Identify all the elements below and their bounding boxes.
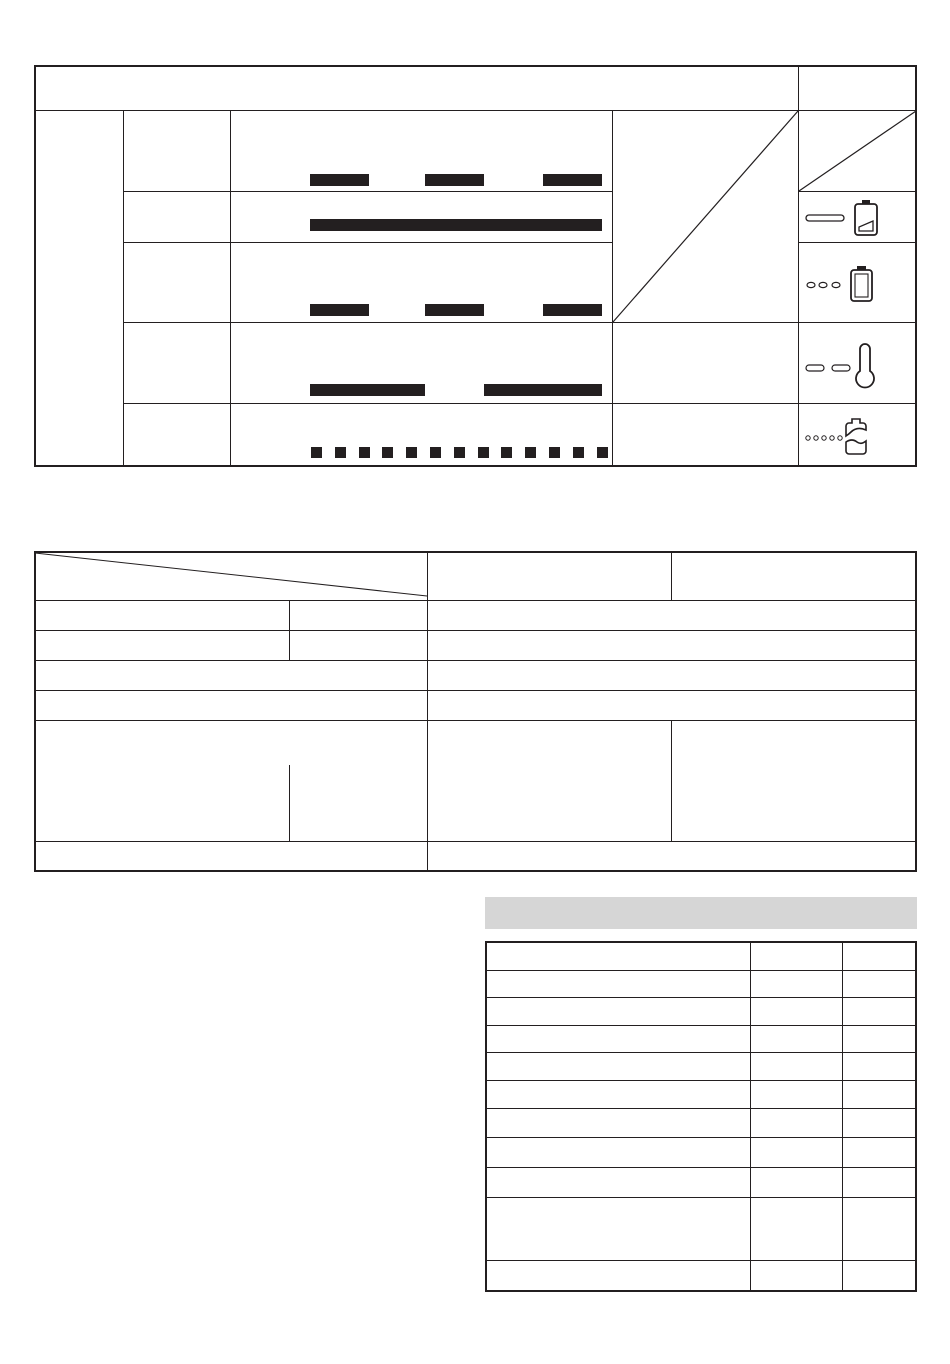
parts-row-rule [485,1167,917,1168]
parts-row-rule [485,1052,917,1053]
spec-col-rule-header [671,552,672,600]
parts-row-rule [485,997,917,998]
parts-row-rule [485,1137,917,1138]
spec-table-diagonal [0,0,950,620]
spec-row-rule-6 [34,841,917,842]
parts-row-rule [485,1197,917,1198]
spec-row-rule-2 [34,630,917,631]
spec-row-rule-1 [34,600,917,601]
parts-banner [485,897,917,929]
parts-row-rule [485,1260,917,1261]
parts-row-rule [485,970,917,971]
spec-row-rule-4 [34,690,917,691]
parts-row-rule [485,1108,917,1109]
parts-table-frame [485,941,917,1292]
parts-col-rule-2 [842,942,843,1291]
spec-col-rule-sub-2 [289,765,290,841]
parts-col-rule-1 [750,942,751,1291]
spec-col-rule-values [671,720,672,841]
spec-row-rule-5 [34,720,917,721]
parts-row-rule [485,1080,917,1081]
parts-row-rule [485,1025,917,1026]
spec-row-rule-3 [34,660,917,661]
